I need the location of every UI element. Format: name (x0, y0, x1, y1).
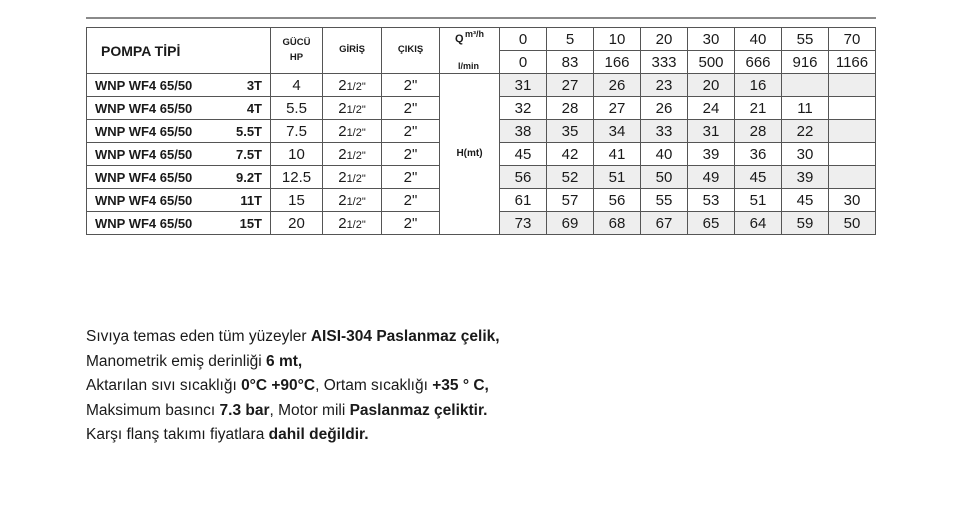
giris-fraction: 1/2" (346, 172, 366, 185)
head-value-cell (829, 143, 876, 166)
head-value-cell: 24 (688, 97, 735, 120)
model-suffix: 4T (246, 100, 262, 116)
flow-m3h-cell: 5 (547, 28, 594, 51)
head-value-cell: 56 (500, 166, 547, 189)
head-value-cell: 50 (641, 166, 688, 189)
head-value-cell: 30 (829, 189, 876, 212)
flow-lmin-cell: 83 (547, 51, 594, 74)
flow-lmin-cell: 166 (594, 51, 641, 74)
head-value-cell (829, 120, 876, 143)
hp-cell: 10 (271, 143, 323, 166)
head-value-cell: 45 (782, 189, 829, 212)
model-name: WNP WF4 65/50 (95, 192, 193, 208)
head-value-cell: 64 (735, 212, 782, 235)
head-value-cell: 68 (594, 212, 641, 235)
head-value-cell: 32 (500, 97, 547, 120)
model-cell (87, 120, 271, 143)
header-row-m3h (87, 28, 876, 51)
head-value-cell: 34 (594, 120, 641, 143)
cikis-cell: 2" (382, 166, 440, 189)
pompa-tipi-header: POMPA TİPİ (87, 28, 271, 74)
flow-lmin-cell: 1166 (829, 51, 876, 74)
note-emphasis: 7.3 bar (219, 401, 270, 419)
flow-lmin-cell: 916 (782, 51, 829, 74)
model-name: WNP WF4 65/50 (95, 215, 193, 231)
flow-m3h-cell: 30 (688, 28, 735, 51)
head-value-cell (829, 166, 876, 189)
model-name: WNP WF4 65/50 (95, 146, 193, 162)
head-value-cell: 31 (500, 74, 547, 97)
flow-m3h-cell: 20 (641, 28, 688, 51)
note-emphasis: 0°C +90°C (241, 377, 316, 394)
head-value-cell: 45 (500, 143, 547, 166)
head-value-cell: 40 (641, 143, 688, 166)
model-cell (87, 212, 271, 235)
head-value-cell: 27 (594, 97, 641, 120)
head-value-cell: 22 (782, 120, 829, 143)
giris-whole: 2 (338, 145, 347, 163)
giris-whole: 2 (338, 122, 347, 140)
note-text: , Motor mili (269, 401, 350, 419)
giris-fraction: 1/2" (346, 80, 366, 93)
giris-fraction: 1/2" (346, 195, 366, 208)
model-cell (87, 166, 271, 189)
model-suffix: 11T (240, 192, 262, 208)
head-value-cell: 39 (688, 143, 735, 166)
hp-label: HP (289, 51, 304, 63)
gucu-label: GÜCÜ (282, 37, 311, 49)
head-value-cell: 50 (829, 212, 876, 235)
flow-m3h-cell: 55 (782, 28, 829, 51)
note-emphasis: +35 ° C, (432, 377, 489, 394)
head-value-cell: 73 (500, 212, 547, 235)
giris-fraction: 1/2" (346, 103, 366, 116)
giris-cell (323, 189, 382, 212)
head-value-cell: 28 (735, 120, 782, 143)
note-emphasis: dahil değildir. (268, 426, 369, 443)
head-value-cell: 26 (594, 74, 641, 97)
head-value-cell: 45 (735, 166, 782, 189)
head-value-cell: 51 (594, 166, 641, 189)
model-suffix: 7.5T (235, 146, 262, 162)
note-line (86, 374, 500, 399)
giris-whole: 2 (338, 214, 347, 232)
cikis-header: ÇIKIŞ (382, 28, 440, 74)
flow-m3h-cell: 70 (829, 28, 876, 51)
cikis-cell: 2" (382, 212, 440, 235)
head-value-cell (829, 74, 876, 97)
model-suffix: 5.5T (235, 123, 262, 139)
head-value-cell: 67 (641, 212, 688, 235)
note-line (86, 399, 500, 424)
head-value-cell: 21 (735, 97, 782, 120)
flow-unit-header (440, 28, 500, 74)
model-suffix: 3T (246, 77, 262, 93)
head-value-cell: 57 (547, 189, 594, 212)
hp-cell: 15 (271, 189, 323, 212)
head-label-cell: H(mt) (440, 74, 500, 235)
note-text: Karşı flanş takımı fiyatlara (86, 426, 269, 443)
head-value-cell: 56 (594, 189, 641, 212)
cikis-cell: 2" (382, 74, 440, 97)
head-value-cell: 52 (547, 166, 594, 189)
head-value-cell: 36 (735, 143, 782, 166)
head-value-cell: 16 (735, 74, 782, 97)
note-emphasis: 6 mt, (266, 352, 303, 370)
model-cell (87, 74, 271, 97)
flow-m3h-cell: 10 (594, 28, 641, 51)
note-text: Maksimum basıncı (86, 401, 220, 419)
model-cell (87, 97, 271, 120)
pump-row (87, 74, 876, 97)
q-unit-lmin: l/min (458, 61, 480, 71)
q-unit-m3h: m³/h (465, 29, 484, 39)
note-text: Sıvıya temas eden tüm yüzeyler (86, 328, 311, 345)
head-value-cell: 51 (735, 189, 782, 212)
note-line (86, 325, 500, 350)
head-value-cell: 27 (547, 74, 594, 97)
giris-whole: 2 (338, 76, 347, 94)
head-value-cell: 59 (782, 212, 829, 235)
flow-m3h-cell: 0 (500, 28, 547, 51)
giris-fraction: 1/2" (346, 218, 366, 231)
cikis-cell: 2" (382, 143, 440, 166)
gucu-header (271, 28, 323, 74)
model-suffix: 9.2T (235, 169, 262, 185)
flow-lmin-cell: 666 (735, 51, 782, 74)
giris-fraction: 1/2" (346, 126, 366, 139)
giris-cell (323, 166, 382, 189)
model-name: WNP WF4 65/50 (95, 169, 193, 185)
hp-cell: 7.5 (271, 120, 323, 143)
model-name: WNP WF4 65/50 (95, 100, 193, 116)
giris-cell (323, 212, 382, 235)
head-value-cell (782, 74, 829, 97)
model-suffix: 15T (239, 215, 262, 231)
note-line (86, 350, 500, 375)
cikis-cell: 2" (382, 189, 440, 212)
hp-cell: 12.5 (271, 166, 323, 189)
note-text: Manometrik emiş derinliği (86, 352, 267, 370)
head-value-cell: 39 (782, 166, 829, 189)
giris-cell (323, 120, 382, 143)
note-text: Aktarılan sıvı sıcaklığı (86, 377, 242, 394)
note-emphasis: AISI-304 Paslanmaz çelik, (310, 328, 500, 345)
hp-cell: 20 (271, 212, 323, 235)
note-emphasis: Paslanmaz çeliktir. (349, 401, 488, 419)
cikis-cell: 2" (382, 97, 440, 120)
head-value-cell: 23 (641, 74, 688, 97)
notes-block (86, 325, 500, 448)
giris-whole: 2 (338, 99, 347, 117)
flow-lmin-cell: 500 (688, 51, 735, 74)
head-value-cell: 53 (688, 189, 735, 212)
head-value-cell: 33 (641, 120, 688, 143)
head-value-cell: 30 (782, 143, 829, 166)
hp-cell: 4 (271, 74, 323, 97)
giris-cell (323, 74, 382, 97)
pump-spec-table (86, 27, 876, 235)
head-value-cell: 38 (500, 120, 547, 143)
head-value-cell: 31 (688, 120, 735, 143)
giris-whole: 2 (338, 191, 347, 209)
cikis-cell: 2" (382, 120, 440, 143)
model-name: WNP WF4 65/50 (95, 77, 193, 93)
q-symbol: Q (455, 33, 464, 45)
head-value-cell: 11 (782, 97, 829, 120)
head-value-cell: 69 (547, 212, 594, 235)
head-value-cell (829, 97, 876, 120)
model-cell (87, 189, 271, 212)
top-rule (86, 17, 876, 19)
head-value-cell: 42 (547, 143, 594, 166)
head-value-cell: 41 (594, 143, 641, 166)
giris-cell (323, 143, 382, 166)
head-value-cell: 61 (500, 189, 547, 212)
hp-cell: 5.5 (271, 97, 323, 120)
flow-lmin-cell: 333 (641, 51, 688, 74)
giris-header: GİRİŞ (323, 28, 382, 74)
head-value-cell: 65 (688, 212, 735, 235)
note-line (86, 423, 500, 448)
head-value-cell: 49 (688, 166, 735, 189)
note-text: , Ortam sıcaklığı (315, 377, 433, 394)
flow-lmin-cell: 0 (500, 51, 547, 74)
model-name: WNP WF4 65/50 (95, 123, 193, 139)
giris-fraction: 1/2" (346, 149, 366, 162)
head-value-cell: 26 (641, 97, 688, 120)
head-value-cell: 28 (547, 97, 594, 120)
flow-m3h-cell: 40 (735, 28, 782, 51)
model-cell (87, 143, 271, 166)
head-value-cell: 35 (547, 120, 594, 143)
head-value-cell: 20 (688, 74, 735, 97)
giris-cell (323, 97, 382, 120)
head-value-cell: 55 (641, 189, 688, 212)
giris-whole: 2 (338, 168, 347, 186)
